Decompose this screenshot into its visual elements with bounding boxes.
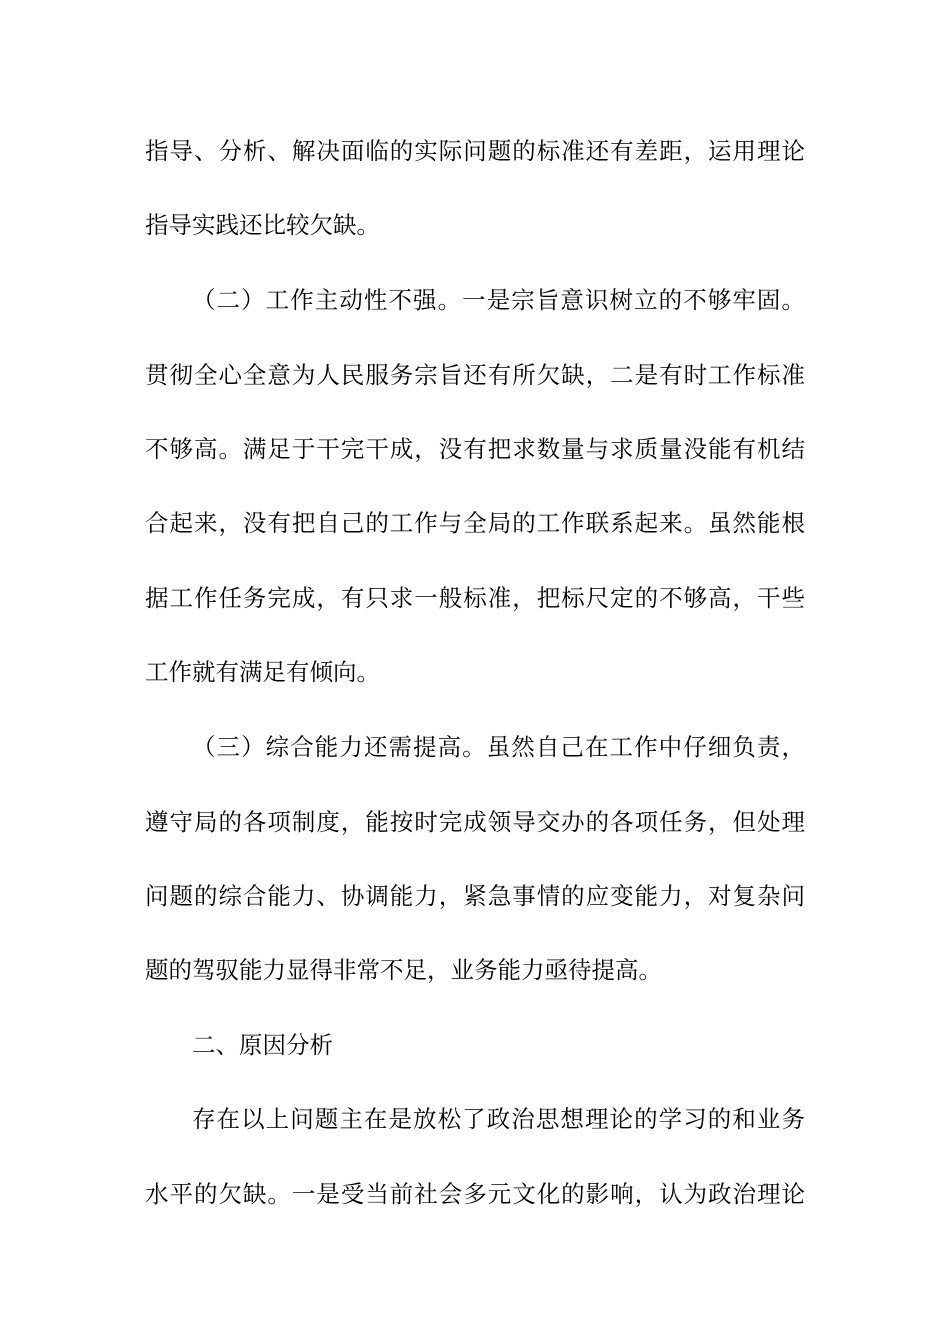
text-line: 合起来，没有把自己的工作与全局的工作联系起来。虽然能根 (145, 509, 805, 537)
text-line: 遵守局的各项制度，能按时完成领导交办的各项任务，但处理 (145, 808, 805, 836)
text-line: 问题的综合能力、协调能力，紧急事情的应变能力，对复杂问 (145, 882, 805, 910)
text-line: 不够高。满足于干完干成，没有把求数量与求质量没能有机结 (145, 435, 805, 463)
text-line: 指导实践还比较欠缺。 (145, 211, 380, 239)
section-heading: 二、原因分析 (192, 1031, 333, 1059)
text-line: 据工作任务完成，有只求一般标准，把标尺定的不够高，干些 (145, 584, 805, 612)
text-line: 指导、分析、解决面临的实际问题的标准还有差距，运用理论 (145, 137, 805, 165)
section-heading-line: （三）综合能力还需提高。虽然自己在工作中仔细负责， (192, 733, 805, 761)
text-line: 题的驾驭能力显得非常不足，业务能力亟待提高。 (145, 956, 662, 984)
text-line: 存在以上问题主在是放松了政治思想理论的学习的和业务 (192, 1105, 805, 1133)
text-line: 工作就有满足有倾向。 (145, 658, 380, 686)
text-line: 水平的欠缺。一是受当前社会多元文化的影响，认为政治理论 (145, 1180, 805, 1208)
section-heading-line: （二）工作主动性不强。一是宗旨意识树立的不够牢固。 (192, 286, 805, 314)
text-line: 贯彻全心全意为人民服务宗旨还有所欠缺，二是有时工作标准 (145, 361, 805, 389)
